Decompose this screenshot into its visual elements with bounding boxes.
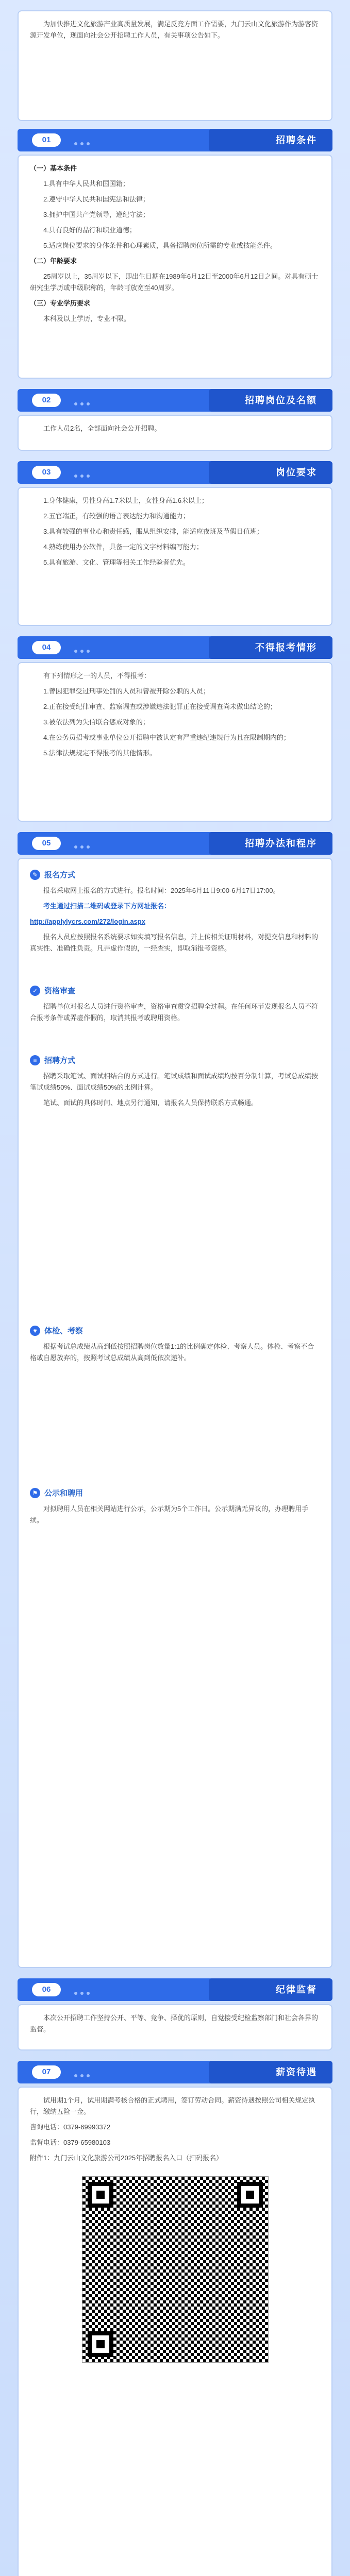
- subhead-title: 资格审查: [44, 987, 76, 995]
- exclusions-card: [18, 662, 332, 822]
- section-title: 纪律监督: [276, 1985, 317, 1995]
- exclusion-item: 1.曾因犯罪受过刑事处罚的人员和曾被开除公职的人员；: [43, 687, 210, 695]
- supervision-phone: 监督电话：0379-65980103: [30, 2139, 111, 2146]
- pay-text: 试用期1个月，试用期满考核合格的正式聘用，签订劳动合同。薪资待遇按照公司相关规定执行，缴纳五险一金。: [30, 2096, 315, 2115]
- condition-item: 1.具有中华人民共和国国籍；: [43, 180, 129, 188]
- condition-item: 2.遵守中华人民共和国宪法和法律；: [43, 195, 149, 203]
- pay-card: [18, 2087, 332, 2576]
- decorative-dots: [74, 1988, 93, 1997]
- decorative-dots: [74, 646, 93, 655]
- section-title: 不得报考情形: [255, 642, 317, 653]
- age-text: 25周岁以上，35周岁以下，即出生日期在1989年6月12日至2000年6月12日之间。对具有硕士研究生学历或中级职称的，年龄可放宽至40周岁。: [30, 273, 319, 292]
- registration-time: 报名采取网上报名的方式进行。报名时间：2025年6月11日9:00-6月17日17:00。: [43, 887, 280, 894]
- discipline-card: [18, 2004, 332, 2050]
- section-number: 01: [32, 133, 61, 147]
- subhead-qualification: [30, 985, 320, 996]
- conditions-heading-edu: （三）专业学历要求: [30, 299, 91, 307]
- qualification-text: 招聘单位对报名人员进行资格审查，资格审查贯穿招聘全过程。在任何环节发现报名人员不符合报考条件或弄虚作假的，取消其报考或聘用资格。: [30, 1003, 319, 1022]
- method-text: 招聘采取笔试、面试相结合的方式进行。笔试成绩和面试成绩均按百分制计算，考试总成绩按笔试成绩50%、面试成绩50%的比例计算。: [30, 1072, 319, 1091]
- subhead-title: 体检、考察: [44, 1327, 84, 1335]
- subhead-registration: [30, 869, 320, 880]
- decorative-dots: [74, 139, 93, 148]
- registration-instruction: 考生通过扫描二维码或登录下方网址报名：: [43, 902, 171, 910]
- section-title: 招聘条件: [276, 135, 317, 145]
- posts-text: 工作人员2名，全部面向社会公开招聘。: [43, 425, 161, 432]
- registration-qr-code[interactable]: [82, 2176, 269, 2363]
- section-header-discipline: [18, 1978, 332, 2001]
- section-number: 02: [32, 394, 61, 407]
- exclusion-item: 5.法律法规规定不得报考的其他情形。: [43, 749, 156, 757]
- contact-phone: 咨询电话：0379-69993372: [30, 2123, 111, 2131]
- exclusions-intro: 有下列情形之一的人员，不得报考：: [43, 672, 151, 680]
- requirement-item: 1.身体健康，男性身高1.7米以上，女性身高1.6米以上；: [43, 497, 208, 504]
- requirement-item: 4.熟练使用办公软件，具备一定的文字材料编写能力；: [43, 543, 203, 551]
- section-header-exclusions: [18, 636, 332, 659]
- decorative-dots: [74, 2071, 93, 2080]
- section-title: 招聘岗位及名额: [245, 395, 317, 405]
- exclusion-item: 3.被依法列为失信联合惩戒对象的；: [43, 718, 149, 726]
- qr-finder: [88, 2331, 113, 2357]
- section-header-posts: [18, 389, 332, 412]
- requirements-card: [18, 487, 332, 626]
- requirement-item: 2.五官端正，有较强的语言表达能力和沟通能力；: [43, 512, 190, 520]
- subhead-title: 报名方式: [44, 871, 76, 879]
- conditions-heading-basic: （一）基本条件: [30, 164, 77, 172]
- section-header-conditions: [18, 129, 332, 151]
- condition-item: 3.拥护中国共产党领导，遵纪守法；: [43, 211, 149, 218]
- section-title: 薪资待遇: [276, 2067, 317, 2077]
- posts-card: [18, 415, 332, 451]
- subhead-method: [30, 1055, 320, 1065]
- section-number: 06: [32, 1983, 61, 1996]
- section-title: 岗位要求: [276, 467, 317, 478]
- physical-text: 根据考试总成绩从高到低按照招聘岗位数量1:1的比例确定体检、考察人员。体检、考察不合格或自愿放弃的，按照考试总成绩从高到低依次递补。: [30, 1343, 314, 1362]
- decorative-dots: [74, 471, 93, 480]
- condition-item: 4.具有良好的品行和职业道德；: [43, 226, 136, 234]
- section-number: 04: [32, 641, 61, 654]
- registration-link[interactable]: http://applylycrs.com/272/login.aspx: [30, 918, 145, 925]
- section-header-pay: [18, 2061, 332, 2083]
- conditions-heading-age: （二）年龄要求: [30, 257, 77, 265]
- megaphone-icon: ⚑: [30, 1488, 40, 1498]
- heart-icon: ♥: [30, 1326, 40, 1336]
- attachment-1-caption: 附件1：九门云山文化旅游公司2025年招聘报名入口（扫码报名）: [30, 2154, 223, 2162]
- section-header-procedure: [18, 832, 332, 855]
- section-number: 05: [32, 837, 61, 850]
- intro-paragraph: 为加快推进文化旅游产业高质量发展，满足反竞方面工作需要，九门云山文化旅游作为游客资源开发单位，现面向社会公开招聘工作人员，有关事项公告如下。: [30, 20, 319, 39]
- section-number: 03: [32, 466, 61, 479]
- subhead-title: 公示和聘用: [44, 1489, 84, 1498]
- edu-text: 本科及以上学历，专业不限。: [43, 315, 131, 323]
- qr-finder: [237, 2182, 263, 2208]
- qr-finder: [88, 2182, 113, 2208]
- check-icon: ✓: [30, 986, 40, 996]
- section-title: 招聘办法和程序: [245, 838, 317, 849]
- list-icon: ≡: [30, 1055, 40, 1065]
- section-number: 07: [32, 2065, 61, 2079]
- registration-note: 报名人员应按照报名系统要求如实填写报名信息，并上传相关证明材料，对提交信息和材料的真实性、准确性负责。凡弄虚作假的，一经查实，即取消报考资格。: [30, 933, 319, 952]
- subhead-publicity: [30, 1487, 320, 1498]
- clipboard-icon: ✎: [30, 870, 40, 880]
- publicity-text: 对拟聘用人员在相关网站进行公示，公示期为5个工作日。公示期满无异议的，办理聘用手续。: [30, 1505, 309, 1524]
- requirement-item: 5.具有旅游、文化、管理等相关工作经验者优先。: [43, 558, 190, 566]
- subhead-physical: [30, 1325, 320, 1336]
- subhead-title: 招聘方式: [44, 1056, 76, 1065]
- conditions-card: [18, 155, 332, 379]
- decorative-dots: [74, 399, 93, 408]
- exclusion-item: 2.正在接受纪律审查、监察调查或涉嫌违法犯罪正在接受调查尚未做出结论的；: [43, 703, 277, 710]
- exclusion-item: 4.在公务员招考或事业单位公开招聘中被认定有严重违纪违规行为且在限制期内的；: [43, 734, 290, 741]
- section-header-requirements: [18, 461, 332, 484]
- procedure-card: [18, 858, 332, 1968]
- intro-card: [18, 10, 332, 121]
- requirement-item: 3.具有较强的事业心和责任感，服从组织安排，能适应夜班及节假日值班；: [43, 528, 263, 535]
- decorative-dots: [74, 842, 93, 851]
- method-text-2: 笔试、面试的具体时间、地点另行通知，请报名人员保持联系方式畅通。: [43, 1099, 258, 1107]
- condition-item: 5.适应岗位要求的身体条件和心理素质，具备招聘岗位所需的专业或技能条件。: [43, 242, 277, 249]
- discipline-text: 本次公开招聘工作坚持公开、平等、竞争、择优的原则，自觉接受纪检监察部门和社会各界的监督。: [30, 2014, 319, 2033]
